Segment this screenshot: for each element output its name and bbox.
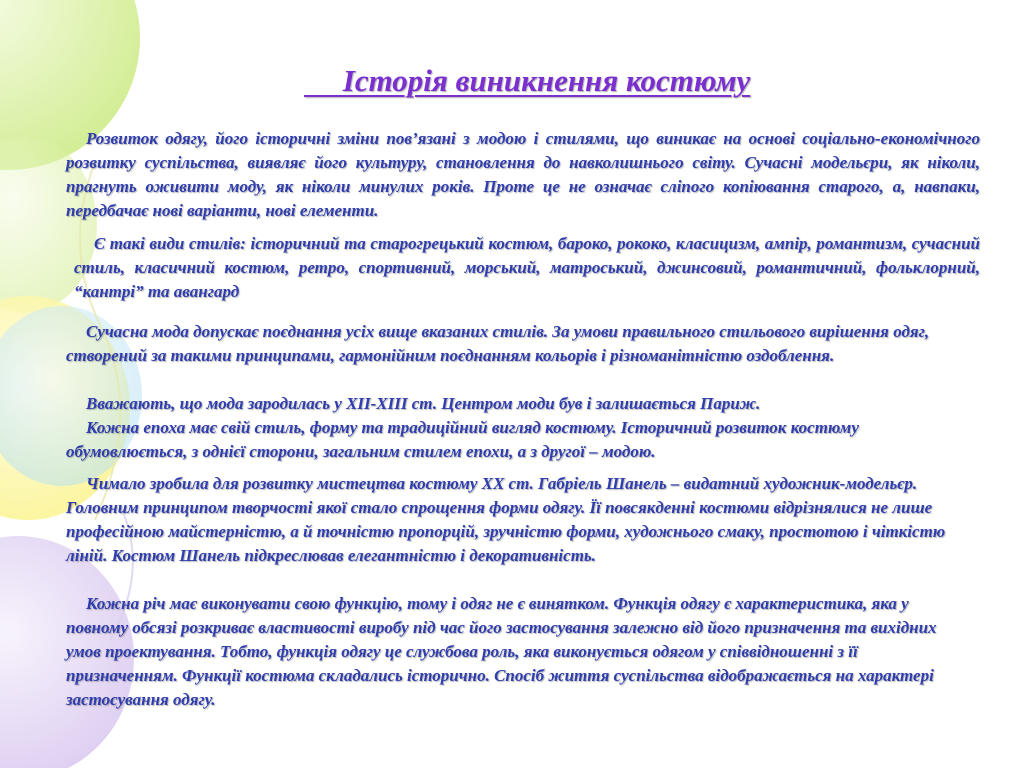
paragraph-modern-fashion: Сучасна мода допускає поєднання усіх вище вказаних стилів. За умови правильного стильового вирішення одяг, створений за такими принципами, гармонійним поєднанням кольорів і різноманітністю оздоблення. bbox=[66, 322, 930, 365]
paragraph-epoch-style: Кожна епоха має свій стиль, форму та традиційний вигляд костюму. Історичний розвиток костюму обумовлюється, з однієї сторони, загальним стилем епохи, а з другої – модою. bbox=[66, 418, 859, 461]
paragraph-intro: Розвиток одягу, його історичні зміни пов’язані з модою і стилями, що виникає на основі соціально-економічного розвитку суспільства, виявляє його культуру, становлення до навколишнього світу. Сучасні модельєри, як ніколи, прагнуть оживити моду, як ніколи минулих років. Проте це не означає сліпого копіювання старого, а, навпаки, передбачає нові варіанти, нові елементи. bbox=[66, 129, 980, 220]
paragraph-chanel: Чимало зробила для розвитку мистецтва костюму XX ст. Габріель Шанель – видатний художник-модельєр. Головним принципом творчості якої стало спрощення форми одягу. Її повсякденні костюми відрізнялися не лише професійною майстерністю, а й точністю пропорцій, зручністю форми, художнього смаку, простотою і чіткістю ліній. Костюм Шанель підкреслював елегантністю і декоративність. bbox=[66, 474, 946, 565]
paragraph-fashion-origin: Вважають, що мода зародилась у XII-XIII ст. Центром моди був і залишається Париж. bbox=[86, 394, 761, 413]
paragraph-style-types: Є такі види стилів: історичний та старогрецький костюм, бароко, рококо, класицизм, ампір, романтизм, сучасний стиль, класичний костюм, ретро, спортивний, морський, матроський, джинсовий, романтичний, фольклорний, “кантрі” та авангард bbox=[74, 234, 980, 301]
slide-title: Історія виникнення костюму bbox=[304, 63, 751, 98]
paragraph-clothing-function: Кожна річ має виконувати свою функцію, тому і одяг не є винятком. Функція одягу є характеристика, яка у повному обсязі розкриває властивості виробу під час його застосування залежно від його призначення та вихідних умов проектування. Тобто, функція одягу це службова роль, яка виконується одягом у співвідношенні з її призначенням. Функції костюма складались історично. Спосіб життя суспільства відображається на характері застосування одягу. bbox=[66, 594, 937, 709]
